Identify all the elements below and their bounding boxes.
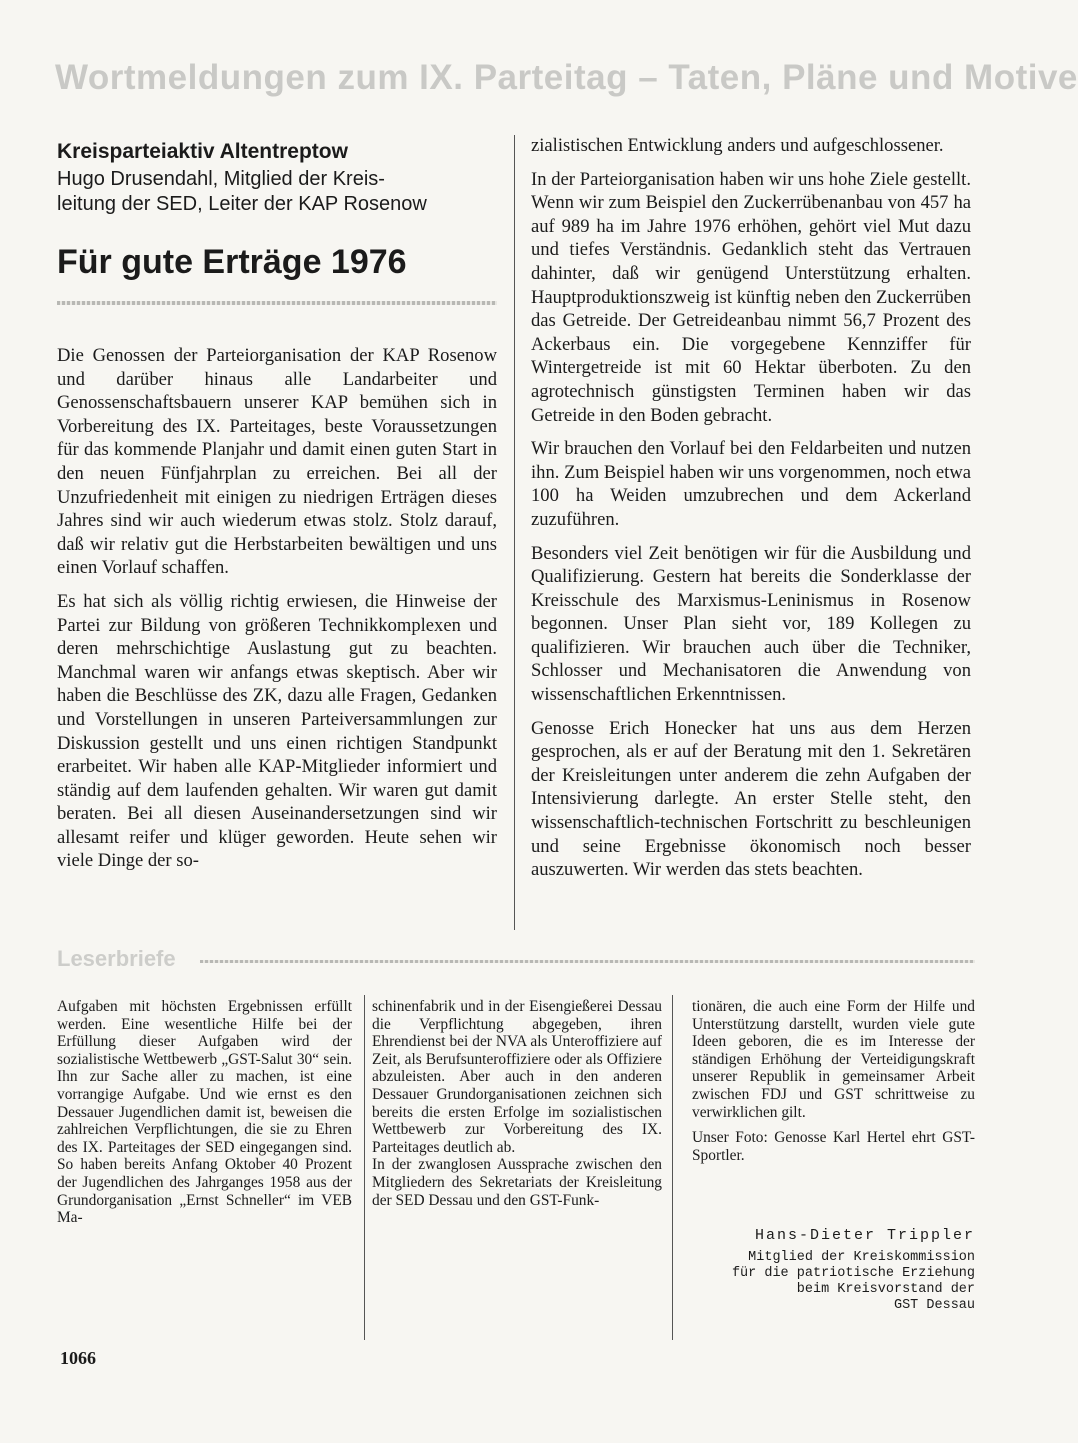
article-paragraph: zialistischen Entwicklung anders und aufgeschlossener. bbox=[531, 135, 944, 156]
page-banner: Wortmeldungen zum IX. Parteitag – Taten, Pläne und Motive bbox=[55, 58, 1078, 97]
column-divider bbox=[514, 135, 515, 930]
article-paragraph: Wir brauchen den Vorlauf bei den Feldarbeiten und nutzen ihn. Zum Beispiel haben wir uns vorgenommen, noch etwa 100 ha Weiden umzubrechen und dem Ackerland zuzuführen. bbox=[531, 438, 971, 530]
column-divider bbox=[364, 995, 365, 1340]
letter-signature-affiliation bbox=[680, 1250, 975, 1314]
article-column-right bbox=[531, 134, 971, 892]
letter-paragraph: Aufgaben mit höchsten Ergebnissen erfüllt werden. Eine wesentliche Hilfe bei der Erfüllung dieser Aufgaben wird der sozialistische Wettbewerb „GST-Salut 30“ sein. Ihn zur Sache aller zu machen, ist eine vorrangige Aufgabe. Und wie ernst es den Dessauer Jugendlichen damit ist, beweisen die zahlreichen Verpflichtungen, die sie zu Ehren des IX. Parteitages der SED eingegangen sind. So haben bereits Anfang Oktober 40 Prozent der Jugendlichen des Jahrganges 1958 aus der Grundorganisation „Ernst Schneller“ im VEB Ma- bbox=[57, 998, 352, 1227]
letters-section-title: Leserbriefe bbox=[57, 946, 176, 971]
letter-paragraph: tionären, die auch eine Form der Hilfe und Unterstützung darstellt, wurden viele gute Ideen geboren, die es im Interesse der ständigen Erhöhung der Verteidigungskraft unserer Republik in gemeinsamer Arbeit zwischen FDJ und GST schrittweise zu verwirklichen gilt. bbox=[692, 998, 975, 1121]
article-column-left bbox=[57, 344, 497, 883]
letters-section-rule bbox=[200, 960, 975, 963]
photo-caption: Unser Foto: Genosse Karl Hertel ehrt GST-Sportler. bbox=[692, 1129, 975, 1164]
article-paragraph: Es hat sich als völlig richtig erwiesen, die Hinweise der Partei zur Bildung von größeren Technikkomplexen und deren mehrschichtige Auslastung gut zu beachten. Manchmal waren wir anfangs etwas skeptisch. Aber wir haben die Beschlüsse des ZK, dazu alle Fragen, Gedanken und Vorstellungen in unseren Parteiversammlungen zur Diskussion gestellt und uns einen richtigen Standpunkt erarbeitet. Wir haben alle KAP-Mitglieder informiert und ständig auf dem laufenden gehalten. Wir waren gut damit beraten. Bei all diesen Auseinandersetzungen sind wir allesamt reifer und klüger geworden. Heute sehen wir viele Dinge der so- bbox=[57, 590, 497, 872]
page-number: 1066 bbox=[60, 1348, 96, 1368]
article-paragraph: Die Genossen der Parteiorganisation der KAP Rosenow und darüber hinaus alle Landarbeiter und Genossenschaftsbauern unserer KAP bemühen sich in Vorbereitung des IX. Parteitages, beste Voraussetzungen für das kommende Planjahr und damit einen guten Start in den neuen Fünfjahrplan zu erreichen. Bei all der Unzufriedenheit mit einigen zu niedrigen Erträgen dieses Jahres sind wir auch wiederum etwas stolz. Stolz darauf, daß wir relativ gut die Herbstarbeiten bewältigen und uns einen Vorlauf schaffen. bbox=[57, 345, 497, 579]
article-headline: Für gute Erträge 1976 bbox=[57, 243, 407, 281]
letter-column-2 bbox=[372, 998, 662, 1209]
article-paragraph: Besonders viel Zeit benötigen wir für die Ausbildung und Qualifizierung. Gestern hat bereits die Sonderklasse der Kreisschule des Marxismus-Leninismus in Rosenow begonnen. Unser Plan sieht vor, 189 Kollegen zu qualifizieren. Wir brauchen auch über die Techniker, Schlosser und Mechanisatoren die Anwendung von wissenschaftlichen Erkenntnissen. bbox=[531, 542, 971, 706]
letter-signature-name: Hans-Dieter Trippler bbox=[754, 1227, 975, 1244]
letter-column-3 bbox=[692, 998, 975, 1164]
article-paragraph: In der Parteiorganisation haben wir uns hohe Ziele gestellt. Wenn wir zum Beispiel den Zuckerrübenanbau von 457 ha auf 989 ha im Jahre 1976 erhöhen, gehört viel Mut dazu und tiefes Verständnis. Gedanklich steht das Vertrauen dahinter, daß wir genügend Unterstützung erhalten. Hauptproduktionszweig ist künftig neben den Zuckerrüben das Getreide. Der Getreideanbau nimmt 56,7 Prozent des Ackerbaus ein. Die vorgegebene Kennziffer für Wintergetreide ist mit 60 Hektar überboten. Zu den agrotechnisch günstigsten Terminen haben wir das Getreide in den Boden gebracht. bbox=[531, 168, 971, 426]
letter-paragraph: schinenfabrik und in der Eisengießerei Dessau die Verpflichtung abgegeben, ihren Ehrendienst bei der NVA als Unteroffiziere auf Zeit, als Berufsunteroffiziere oder als Offiziere abzuleisten. Aber auch in den anderen Dessauer Grundorganisationen zeichnen sich bereits die ersten Erfolge im sozialistischen Wettbewerb zur Vorbereitung des IX. Parteitages deutlich ab. bbox=[372, 998, 662, 1156]
signature-line: GST Dessau bbox=[893, 1298, 975, 1313]
headline-rule bbox=[57, 301, 497, 305]
article-byline-line-2: leitung der SED, Leiter der KAP Rosenow bbox=[57, 193, 427, 215]
signature-line: beim Kreisvorstand der bbox=[796, 1282, 975, 1297]
column-divider bbox=[672, 995, 673, 1340]
signature-line: für die patriotische Erziehung bbox=[731, 1266, 975, 1281]
article-byline-line-1: Hugo Drusendahl, Mitglied der Kreis- bbox=[57, 168, 385, 190]
article-paragraph: Genosse Erich Honecker hat uns aus dem Herzen gesprochen, als er auf der Beratung mit den 1. Sekretären der Kreisleitungen unter anderem die zehn Aufgaben der Intensivierung darlegte. An erster Stelle steht, den wissenschaftlich-technischen Fortschritt zu beschleunigen und seine Ergebnisse ökonomisch noch besser auszuwerten. Wir werden das stets beachten. bbox=[531, 717, 971, 881]
article-kicker: Kreisparteiaktiv Altentreptow bbox=[57, 140, 348, 163]
letter-paragraph: In der zwanglosen Aussprache zwischen den Mitgliedern des Sekretariats der Kreisleitung der SED Dessau und den GST-Funk- bbox=[372, 1156, 662, 1209]
letter-column-1 bbox=[57, 998, 352, 1227]
signature-line: Mitglied der Kreiskommission bbox=[748, 1250, 975, 1265]
